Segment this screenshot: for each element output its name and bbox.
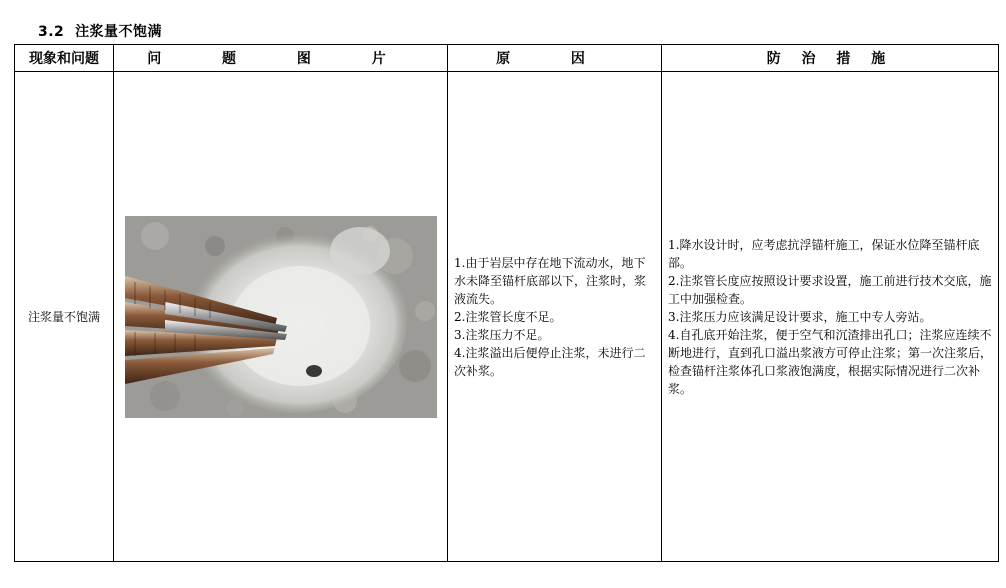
- photo-cell: [114, 72, 448, 562]
- header-row: [15, 45, 999, 72]
- section-title: 注浆量不饱满: [75, 24, 163, 40]
- list-item: 1.降水设计时，应考虑抗浮锚杆施工，保证水位降至锚杆底部。: [668, 237, 980, 270]
- defect-table: [14, 44, 999, 562]
- header-measures: 防 治 措 施: [662, 45, 999, 72]
- list-item: 3.注浆压力不足。: [454, 327, 550, 342]
- list-item: 4.注浆溢出后便停止注浆，未进行二次补浆。: [454, 345, 646, 378]
- measures-list: [668, 236, 992, 398]
- list-item: 4.自孔底开始注浆，便于空气和沉渣排出孔口；注浆应连续不断地进行，直到孔口溢出浆液方可停止注浆；第一次注浆后，检查锚杆注浆体孔口浆液饱满度，根据实际情况进行二次补浆。: [668, 327, 993, 396]
- section-heading: [38, 21, 162, 41]
- table-row: [15, 72, 999, 562]
- measures-cell: [662, 72, 999, 562]
- list-item: 1.由于岩层中存在地下流动水，地下水未降至锚杆底部以下，注浆时，浆液流失。: [454, 255, 647, 306]
- header-cause: 原 因: [448, 45, 662, 72]
- list-item: 2.注浆管长度应按照设计要求设置，施工前进行技术交底，施工中加强检查。: [668, 273, 992, 306]
- header-photo: 问 题 图 片: [114, 45, 448, 72]
- cause-cell: [448, 72, 662, 562]
- list-item: 3.注浆压力应该满足设计要求，施工中专人旁站。: [668, 309, 932, 324]
- section-number: 3.2: [38, 24, 65, 40]
- issue-cell: 注浆量不饱满: [15, 72, 114, 562]
- grouting-photo: [125, 216, 437, 418]
- cause-list: [454, 254, 655, 380]
- header-issue: 现象和问题: [15, 45, 114, 72]
- list-item: 2.注浆管长度不足。: [454, 309, 562, 324]
